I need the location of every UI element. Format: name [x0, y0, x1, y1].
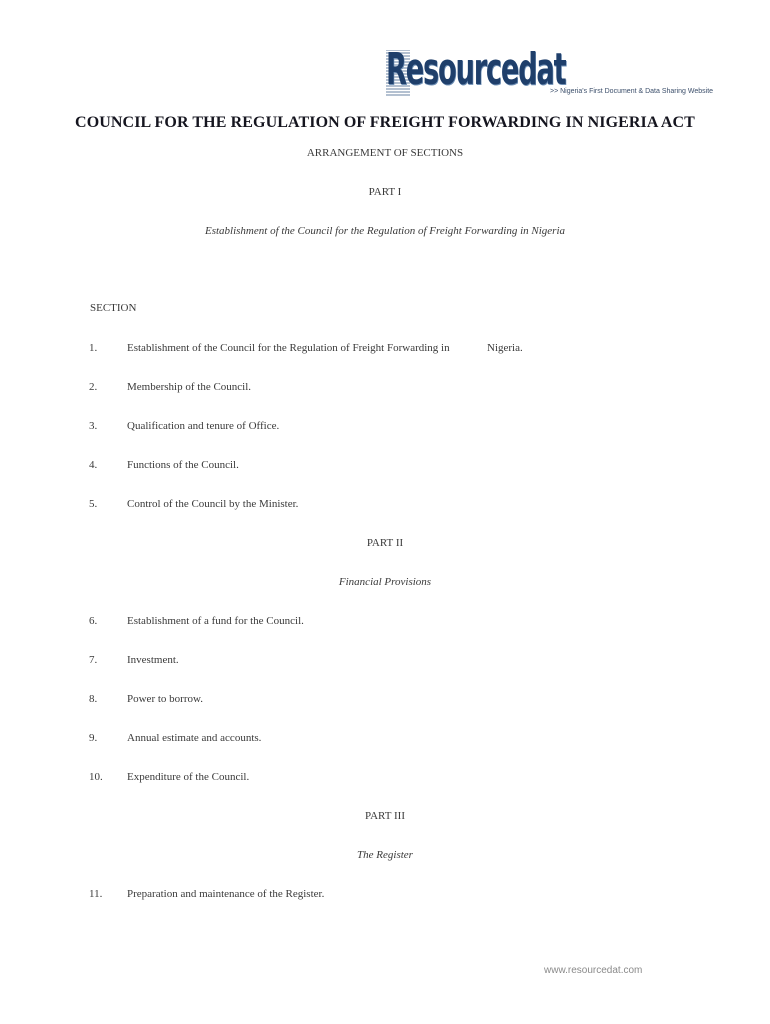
- resourcedat-logo: [386, 42, 716, 104]
- section-number: 3.: [89, 420, 98, 432]
- section-number: 5.: [89, 498, 98, 510]
- section-entry: [0, 888, 770, 904]
- section-entry: [0, 498, 770, 514]
- section-entry: [0, 693, 770, 709]
- arrangement-heading: ARRANGEMENT OF SECTIONS: [306, 147, 464, 159]
- logo-brand: Resourcedat: [386, 44, 566, 95]
- section-text: Membership of the Council.: [127, 381, 252, 393]
- document-title: COUNCIL FOR THE REGULATION OF FREIGHT FORWARDING IN NIGERIA ACT: [75, 114, 695, 131]
- part-1-subtitle: Establishment of the Council for the Regulation of Freight Forwarding in Nigeria: [204, 225, 566, 237]
- section-number: 4.: [89, 459, 98, 471]
- section-text: Establishment of the Council for the Regulation of Freight Forwarding in: [127, 342, 450, 354]
- section-number: 7.: [89, 654, 98, 666]
- section-number: 1.: [89, 342, 98, 354]
- part-3-subtitle: The Register: [357, 849, 413, 861]
- section-entry: [0, 732, 770, 748]
- section-number: 6.: [89, 615, 98, 627]
- section-entry: [0, 459, 770, 475]
- footer-url[interactable]: www.resourcedat.com: [544, 965, 643, 976]
- section-text: Preparation and maintenance of the Register.: [127, 888, 325, 900]
- section-entry: [0, 342, 770, 358]
- section-entry: [0, 381, 770, 397]
- section-text: Control of the Council by the Minister.: [127, 498, 299, 510]
- section-number: 2.: [89, 381, 98, 393]
- section-number: 8.: [89, 693, 98, 705]
- part-2-heading: PART II: [366, 537, 404, 549]
- part-1-heading: PART I: [368, 186, 402, 198]
- part-2-subtitle: Financial Provisions: [338, 576, 432, 588]
- section-text: Expenditure of the Council.: [127, 771, 250, 783]
- section-number: 9.: [89, 732, 98, 744]
- part-3-heading: PART III: [365, 810, 405, 822]
- section-text: Functions of the Council.: [127, 459, 239, 471]
- section-entry: [0, 771, 770, 787]
- section-text: Power to borrow.: [127, 693, 203, 705]
- section-text: Establishment of a fund for the Council.: [127, 615, 304, 627]
- section-text: Annual estimate and accounts.: [127, 732, 262, 744]
- section-number: 10.: [89, 771, 103, 783]
- section-number: 11.: [89, 888, 103, 900]
- section-entry: [0, 615, 770, 631]
- logo-tagline: >> Nigeria's First Document & Data Sharing Website: [550, 88, 714, 95]
- section-entry: [0, 420, 770, 436]
- section-text-continuation: Nigeria.: [487, 342, 523, 354]
- section-entry: [0, 654, 770, 670]
- section-text: Investment.: [127, 654, 179, 666]
- section-label: SECTION: [90, 302, 137, 314]
- section-text: Qualification and tenure of Office.: [127, 420, 280, 432]
